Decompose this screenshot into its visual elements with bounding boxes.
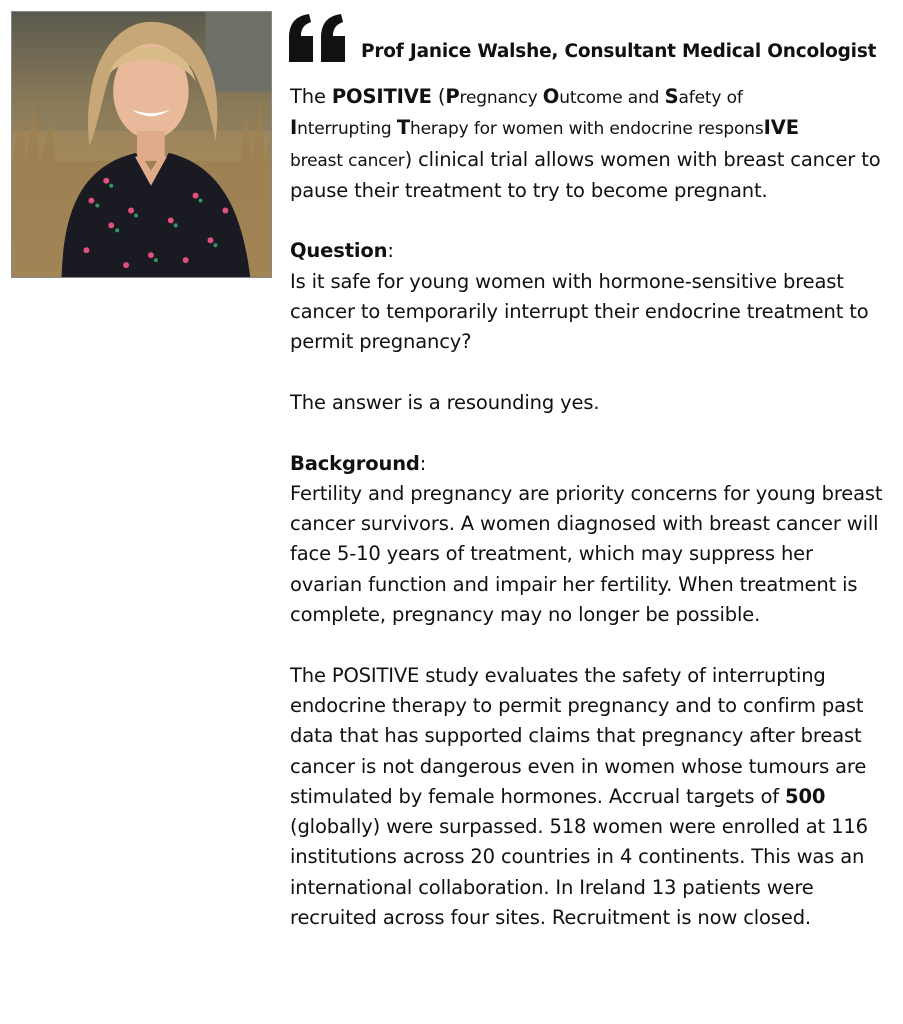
intro-open: (: [431, 85, 446, 108]
acronym-herapy: herapy for women with endocrine respons: [409, 119, 764, 140]
intro-rest: ) clinical trial allows women with breast cancer to pause their treatment to try to become pregnant.: [290, 147, 881, 202]
acronym-ive: IVE: [763, 116, 799, 140]
background-colon: :: [419, 451, 427, 475]
acronym-o: O: [542, 85, 560, 108]
background-text: Fertility and pregnancy are priority concerns for young breast cancer survivors. A women diagnosed with breast cancer will face 5-10 years of treatment, which may suppress her ovarian function and impair her fertility. When treatment is complete, pregnancy may no longer be possible.: [290, 481, 883, 627]
acronym-regnancy: regnancy: [459, 88, 543, 108]
background-heading-line: [290, 449, 890, 479]
acronym-s: S: [664, 85, 679, 108]
study-target: 500: [785, 784, 826, 808]
intro-paragraph: [290, 82, 890, 206]
question-heading-line: [290, 236, 890, 266]
acronym-utcome-text: utcome and: [559, 88, 665, 108]
study-paragraph: [290, 661, 890, 934]
acronym-afety: afety of: [678, 88, 743, 108]
acronym-i: I: [290, 116, 298, 140]
question-text: Is it safe for young women with hormone-sensitive breast cancer to temporarily interrupt their endocrine treatment to permit pregnancy?: [290, 269, 869, 354]
article-body: [290, 82, 890, 933]
acronym-nterrupting: nterrupting: [297, 119, 397, 140]
acronym-p: P: [445, 85, 460, 108]
study-part1: The POSITIVE study evaluates the safety of interrupting endocrine therapy to permit pregnancy and to confirm past data that has supported claims that pregnancy after breast cancer is not dangerous even in women whose tumours are stimulated by female hormones. Accrual targets of: [290, 663, 867, 808]
intro-the: The: [290, 85, 332, 108]
author-name: Prof Janice Walshe, Consultant Medical Oncologist: [361, 41, 877, 62]
study-part2: (globally) were surpassed. 518 women were enrolled at 116 institutions across 20 countries in 4 continents. This was an international collaboration. In Ireland 13 patients were recruited across four sites. Recruitment is now closed.: [290, 815, 868, 930]
question-answer: The answer is a resounding yes.: [290, 390, 600, 414]
intro-breast-cancer: breast cancer: [290, 150, 405, 171]
intro-positive: POSITIVE: [331, 85, 432, 108]
quote-mark-icon: [287, 0, 349, 70]
background-heading: Background: [290, 451, 420, 475]
question-colon: :: [387, 239, 394, 263]
question-heading: Question: [290, 239, 388, 263]
acronym-t: T: [396, 116, 410, 140]
portrait-photo: [11, 11, 272, 278]
